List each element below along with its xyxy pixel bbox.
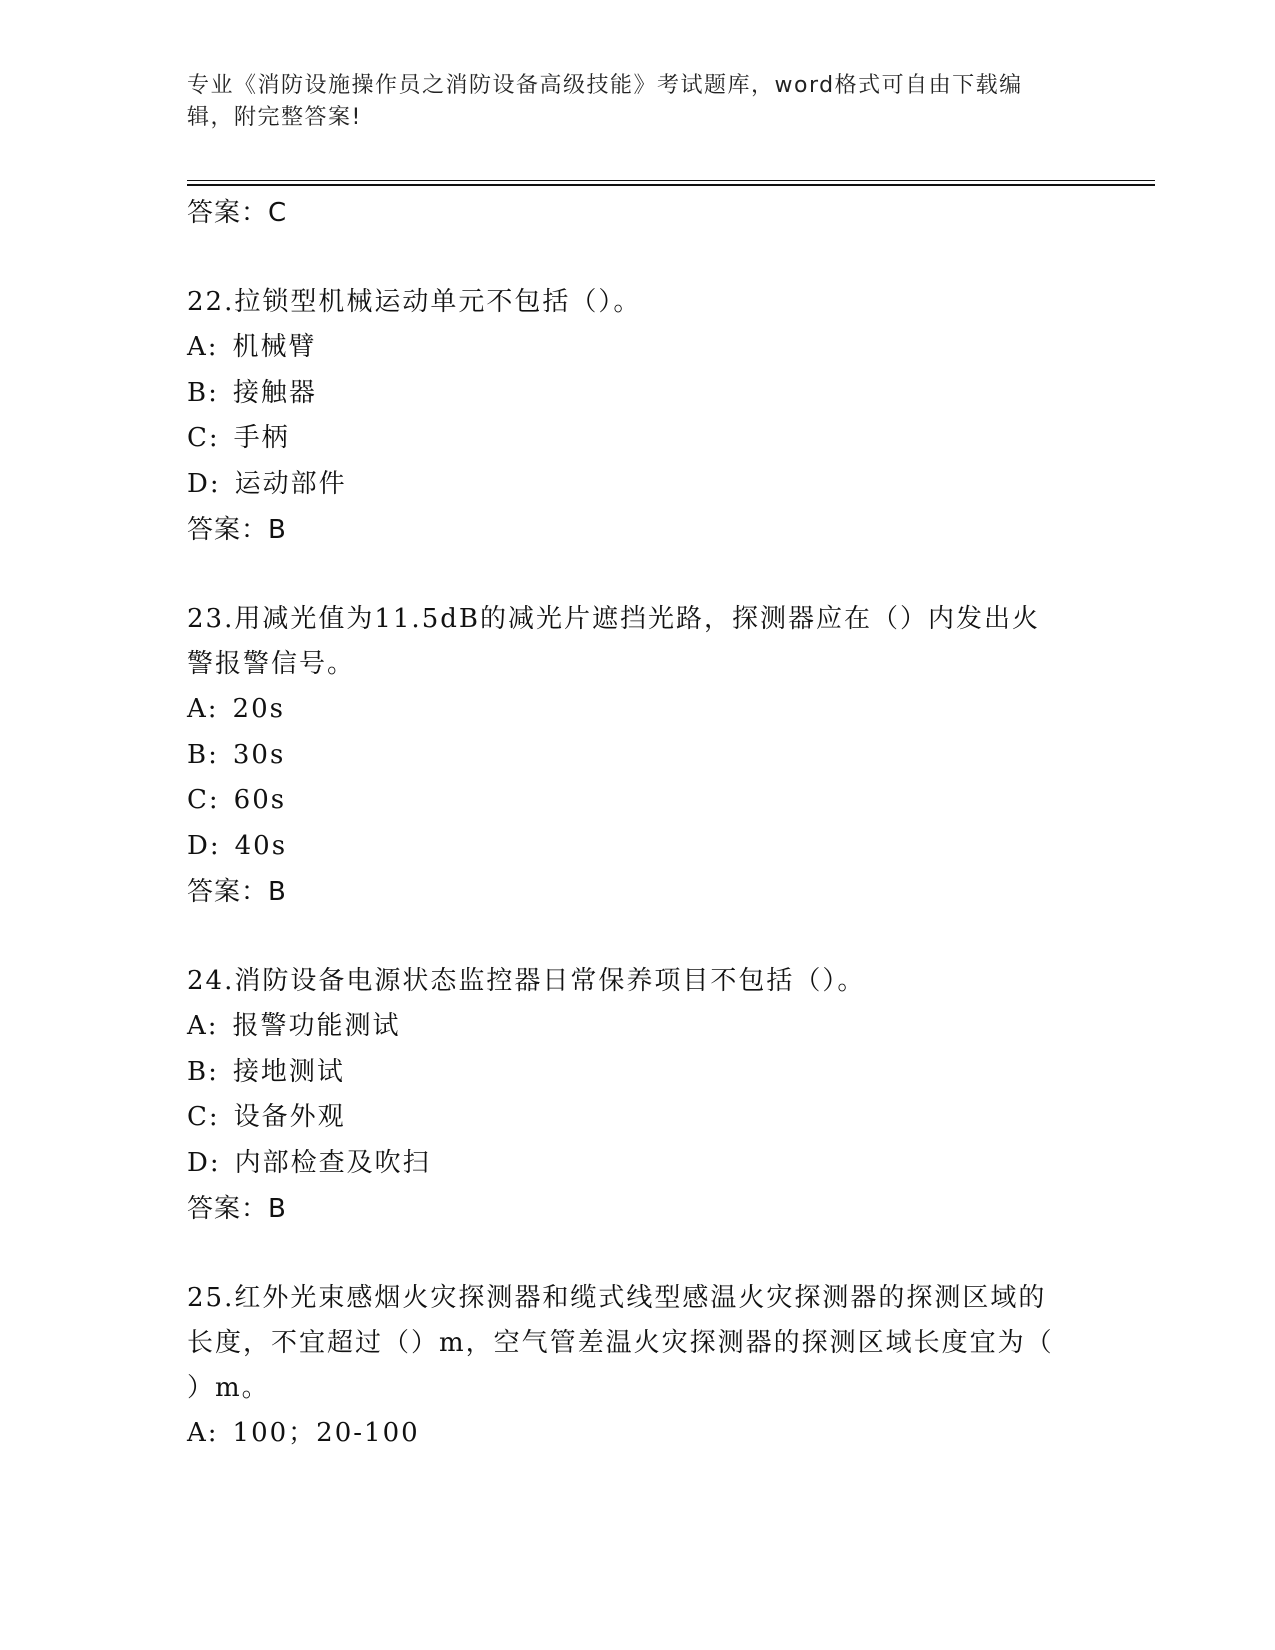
question-item <box>187 959 1087 1232</box>
option-b: B: 接触器 <box>187 377 317 408</box>
header-line-2: 辑，附完整答案! <box>187 105 362 130</box>
option-c: C: 设备外观 <box>187 1102 346 1132</box>
question-list <box>187 190 1087 1457</box>
option-a: A: 100；20-100 <box>187 1418 420 1448</box>
answer-line: 答案：B <box>187 1194 287 1224</box>
answer-line: 答案：C <box>187 198 288 228</box>
header-divider-thick <box>187 184 1155 186</box>
question-item <box>187 280 1087 553</box>
question-text: 24.消防设备电源状态监控器日常保养项目不包括（）。 <box>187 966 866 996</box>
question-item <box>187 597 1087 915</box>
question-text-line-2: 警报警信号。 <box>187 649 356 679</box>
question-text: 22.拉锁型机械运动单元不包括（）。 <box>187 287 642 317</box>
option-d: D: 40s <box>187 830 288 861</box>
option-b: B: 30s <box>187 739 286 770</box>
option-a: A: 20s <box>187 694 285 724</box>
question-text-line-1: 25.红外光束感烟火灾探测器和缆式线型感温火灾探测器的探测区域的 <box>187 1283 1047 1313</box>
option-d: D: 运动部件 <box>187 468 347 499</box>
option-b: B: 接地测试 <box>187 1056 345 1087</box>
option-d: D: 内部检查及吹扫 <box>187 1147 431 1178</box>
option-c: C: 60s <box>187 785 287 815</box>
question-text-line-2: 长度，不宜超过（）m，空气管差温火灾探测器的探测区域长度宜为（ <box>187 1328 1054 1358</box>
question-text-line-1: 23.用减光值为11.5dB的减光片遮挡光路，探测器应在（）内发出火 <box>187 604 1040 634</box>
answer-line: 答案：B <box>187 877 287 907</box>
page-header <box>187 70 1087 134</box>
header-line-1: 专业《消防设施操作员之消防设备高级技能》考试题库，word格式可自由下载编 <box>187 73 1023 98</box>
option-a: A: 机械臂 <box>187 332 317 362</box>
option-c: C: 手柄 <box>187 423 290 453</box>
answer-line: 答案：B <box>187 515 287 545</box>
header-divider-thin <box>187 180 1155 181</box>
question-item <box>187 1276 1087 1457</box>
option-a: A: 报警功能测试 <box>187 1011 401 1041</box>
question-text-line-3: ）m。 <box>187 1373 270 1403</box>
